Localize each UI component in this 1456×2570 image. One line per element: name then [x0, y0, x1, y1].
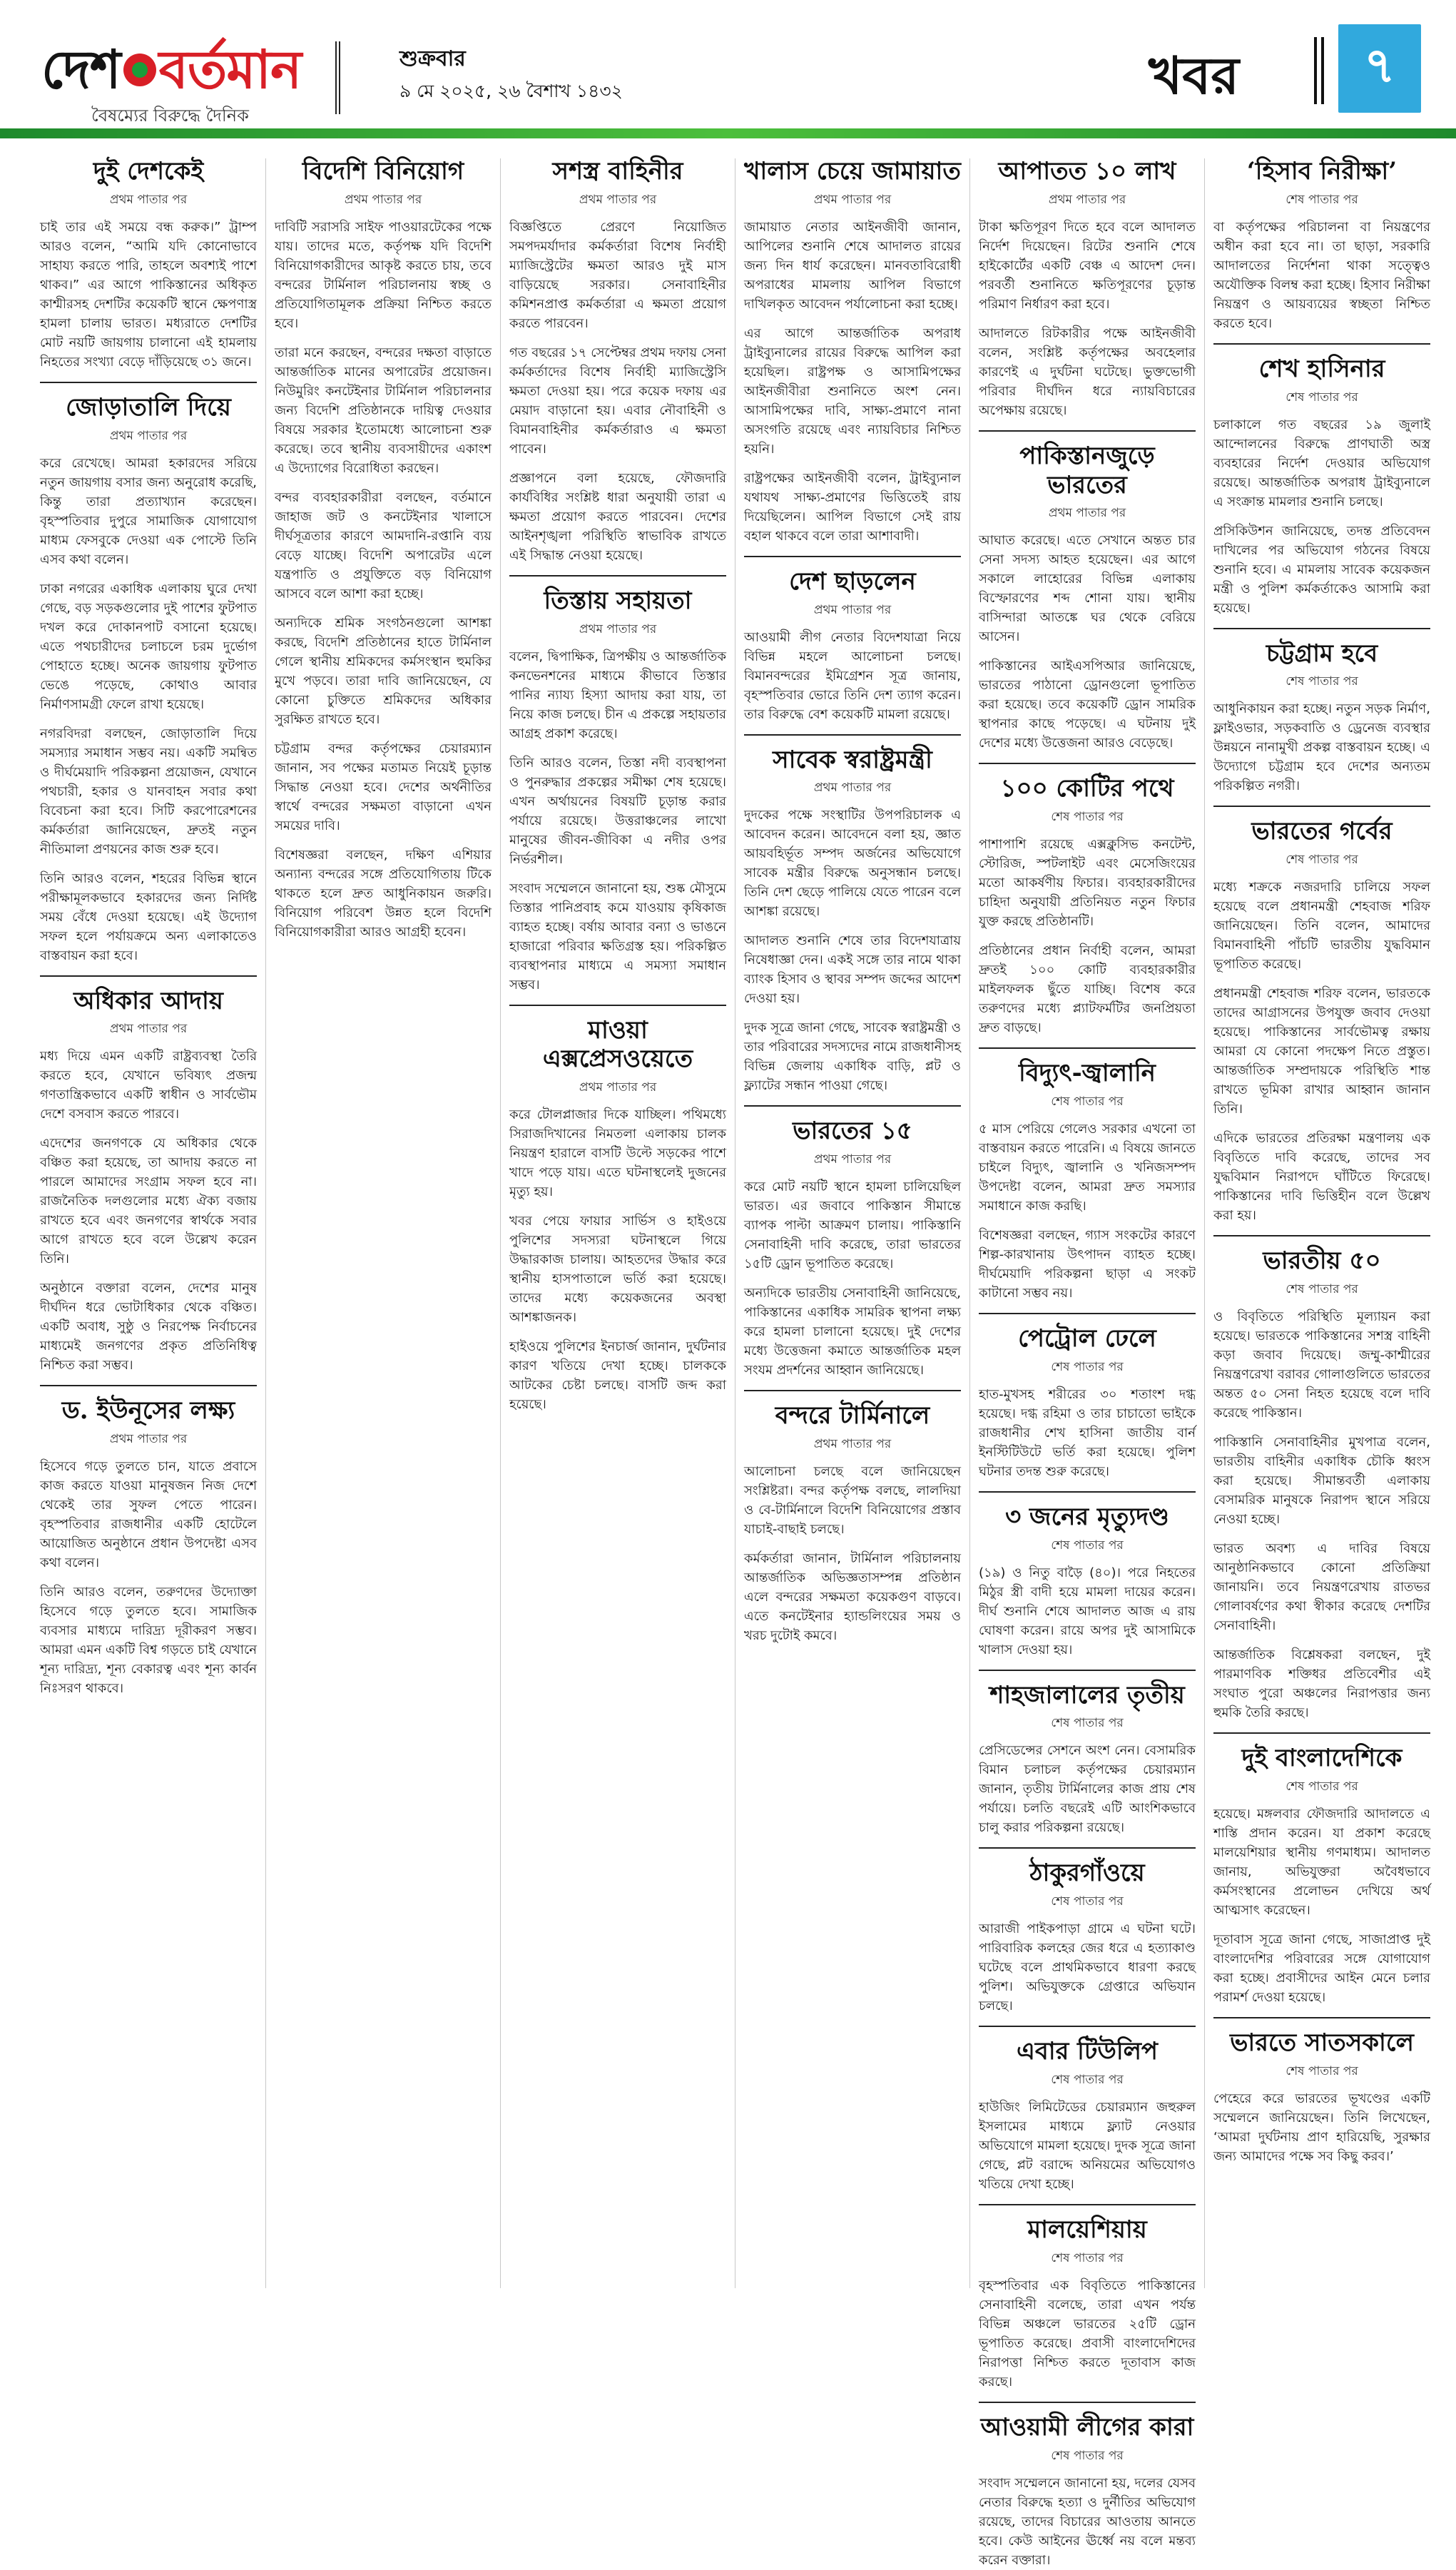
- article-paragraph: চট্টগ্রাম বন্দর কর্তৃপক্ষের চেয়ারম্যান জানান, সব পক্ষের মতামত নিয়েই চূড়ান্ত সিদ্ধান্ত নেওয়া হবে। দেশের অর্থনীতির স্বার্থে বন্দরের সক্ষমতা বাড়ানো এখন সময়ের দাবি।: [275, 741, 492, 833]
- continuation-tag: শেষ পাতার পর: [1286, 1281, 1358, 1296]
- article-headline[interactable]: মাওয়া এক্সপ্রেসওয়েতে: [542, 1015, 693, 1074]
- article-headline[interactable]: পেট্রোল ঢেলে: [1018, 1324, 1156, 1353]
- article[interactable]: [509, 157, 726, 565]
- article-headline[interactable]: পাকিস্তানজুড়ে ভারতের: [1019, 441, 1155, 499]
- article-paragraph: পেহেরে করে ভারতের ভূখণ্ডের একটি সম্মেলনে জানিয়েছেন। তিনি লিখেছেন, ‘আমরা দুর্ঘটনায় প্রাণ হারিয়েছি, সুরক্ষার জন্য আমাদের পক্ষে সব কিছু করব।’: [1213, 2091, 1430, 2164]
- continuation-tag: শেষ পাতার পর: [1286, 1779, 1358, 1794]
- article-paragraph: হয়েছে। মঙ্গলবার ফৌজদারি আদালতে এ শাস্তি প্রদান করেন। যা প্রকাশ করেছে মালয়েশিয়ার স্থানীয় গণমাধ্যম। আদালত জানায়, অভিযুক্তরা অবৈধভাবে কর্মসংস্থানের প্রলোভন দেখিয়ে অর্থ আত্মসাৎ করেছেন।: [1213, 1806, 1430, 1918]
- continuation-tag: প্রথম পাতার পর: [109, 1022, 188, 1037]
- column-1: [40, 156, 257, 2300]
- logo-circle-icon: [123, 54, 156, 86]
- article-divider: [509, 575, 726, 577]
- article-divider: [979, 2402, 1196, 2403]
- article[interactable]: [979, 2204, 1196, 2392]
- continuation-tag: শেষ পাতার পর: [1286, 192, 1358, 207]
- article-headline[interactable]: বন্দরে টার্মিনালে: [775, 1401, 930, 1431]
- article-paragraph: করে মোট নয়টি স্থানে হামলা চালিয়েছিল ভারত। এর জবাবে পাকিস্তান সীমান্তে ব্যাপক পাল্টা আক্রমণ চালায়। পাকিস্তানি সেনাবাহিনী দাবি করেছে, তারা ভারতের ১৫টি ড্রোন ভূপাতিত করেছে।: [744, 1179, 961, 1272]
- article-paragraph: অন্যদিকে ভারতীয় সেনাবাহিনী জানিয়েছে, পাকিস্তানের একাধিক সামরিক স্থাপনা লক্ষ্য করে হামলা চালানো হয়েছে। দুই দেশের মধ্যে উত্তেজনা কমাতে আন্তর্জাতিক মহল সংযম প্রদর্শনের আহ্বান জানিয়েছে।: [744, 1286, 961, 1378]
- article-headline[interactable]: অধিকার আদায়: [73, 986, 223, 1015]
- article[interactable]: [1213, 1235, 1430, 1722]
- article-divider: [979, 1670, 1196, 1671]
- article-headline[interactable]: আওয়ামী লীগের কারা: [980, 2412, 1194, 2442]
- article-divider: [40, 975, 257, 977]
- article-headline[interactable]: আপাতত ১০ লাখ: [998, 157, 1176, 186]
- article[interactable]: [744, 1105, 961, 1380]
- column-separator: [265, 158, 266, 2288]
- article-divider: [979, 1847, 1196, 1849]
- article-headline[interactable]: বিদ্যুৎ-জ্বালানি: [1019, 1059, 1156, 1088]
- article-divider: [744, 1105, 961, 1107]
- column-2: [275, 156, 492, 2300]
- article-headline[interactable]: ১০০ কোটির পথে: [1000, 774, 1174, 803]
- continuation-tag: শেষ পাতার পর: [1051, 1094, 1124, 1109]
- article-paragraph: ৫ মাস পেরিয়ে গেলেও সরকার এখনো তা বাস্তবায়ন করতে পারেনি। এ বিষয়ে জানতে চাইলে বিদ্যুৎ, জ্বালানি ও খনিজসম্পদ উপদেষ্টা বলেন, আমরা দ্রুত সমস্যার সমাধানে কাজ করছি।: [979, 1121, 1196, 1214]
- article-paragraph: বৃহস্পতিবার এক বিবৃতিতে পাকিস্তানের সেনাবাহিনী বলেছে, তারা এখন পর্যন্ত বিভিন্ন অঞ্চলে ভারতের ২৫টি ড্রোন ভূপাতিত করেছে। প্রবাসী বাংলাদেশিদের নিরাপত্তা নিশ্চিত করতে দূতাবাস কাজ করছে।: [979, 2277, 1196, 2389]
- continuation-tag: প্রথম পাতার পর: [109, 428, 188, 443]
- continuation-tag: প্রথম পাতার পর: [1048, 506, 1126, 521]
- article-headline[interactable]: দুই বাংলাদেশিকে: [1241, 1743, 1402, 1772]
- continuation-tag: প্রথম পাতার পর: [813, 1436, 892, 1451]
- column-separator: [1204, 158, 1205, 2288]
- article[interactable]: [979, 1847, 1196, 2016]
- article-headline[interactable]: সাবেক স্বরাষ্ট্রমন্ত্রী: [773, 745, 932, 774]
- continuation-tag: প্রথম পাতার পর: [109, 192, 188, 207]
- article[interactable]: [979, 2026, 1196, 2194]
- article[interactable]: [1213, 806, 1430, 1225]
- column-3: [509, 156, 726, 2300]
- article-headline[interactable]: ভারতের গর্বের: [1251, 817, 1393, 846]
- continuation-tag: শেষ পাতার পর: [1051, 1538, 1124, 1553]
- article[interactable]: [1213, 157, 1430, 333]
- article-paragraph: খবর পেয়ে ফায়ার সার্ভিস ও হাইওয়ে পুলিশের সদস্যরা ঘটনাস্থলে গিয়ে উদ্ধারকাজ চালায়। আহতদের উদ্ধার করে স্থানীয় হাসপাতালে ভর্তি করা হয়েছে। তাদের মধ্যে কয়েকজনের অবস্থা আশঙ্কাজনক।: [509, 1214, 726, 1326]
- article-divider: [40, 1385, 257, 1386]
- article-paragraph: চাই তার এই সময়ে বন্ধ করুক।” ট্রাম্প আরও বলেন, “আমি যদি কোনোভাবে সাহায্য করতে পারি, তাহলে অবশ্যই পাশে থাকব।” এর আগে পাকিস্তানের অধিকৃত কাশ্মীরসহ দেশটির কয়েকটি স্থানে ক্ষেপণাস্ত্র হামলা চালায় ভারত। মধ্যরাতে দেশটির মোট নয়টি জায়গায় চালানো এই হামলায় নিহতের সংখ্যা বেড়ে দাঁড়িয়েছে ৩১ জনে।: [40, 219, 257, 370]
- article[interactable]: [744, 157, 961, 546]
- article-paragraph: টাকা ক্ষতিপূরণ দিতে হবে বলে আদালত নির্দেশ দিয়েছেন। রিটের শুনানি শেষে হাইকোর্টের একটি বেঞ্চ এ আদেশ দেন। পরবর্তী শুনানিতে ক্ষতিপূরণের চূড়ান্ত পরিমাণ নির্ধারণ করা হবে।: [979, 219, 1196, 312]
- article-divider: [979, 2026, 1196, 2027]
- article-divider: [744, 734, 961, 736]
- article-headline[interactable]: এবার টিউলিপ: [1016, 2037, 1159, 2066]
- article-paragraph: আদালত শুনানি শেষে তার বিদেশযাত্রায় নিষেধাজ্ঞা দেন। একই সঙ্গে তার নামে থাকা ব্যাংক হিসাব ও স্থাবর সম্পদ জব্দের আদেশ দেওয়া হয়।: [744, 933, 961, 1007]
- article-paragraph: প্রতিষ্ঠানের প্রধান নির্বাহী বলেন, আমরা দ্রুতই ১০০ কোটি ব্যবহারকারীর মাইলফলক ছুঁতে যাচ্ছি। বিশেষ করে তরুণদের মধ্যে প্ল্যাটফর্মটির জনপ্রিয়তা দ্রুত বাড়ছে।: [979, 943, 1196, 1036]
- continuation-tag: শেষ পাতার পর: [1286, 853, 1358, 868]
- article-paragraph: কর্মকর্তারা জানান, টার্মিনাল পরিচালনায় আন্তর্জাতিক অভিজ্ঞতাসম্পন্ন প্রতিষ্ঠান এলে বন্দরের সক্ষমতা কয়েকগুণ বাড়বে। এতে কনটেইনার হ্যান্ডলিংয়ের সময় ও খরচ দুটোই কমবে।: [744, 1550, 961, 1643]
- article[interactable]: [40, 1385, 257, 1698]
- continuation-tag: প্রথম পাতার পর: [579, 621, 657, 636]
- article[interactable]: [979, 157, 1196, 420]
- article-divider: [40, 382, 257, 383]
- article[interactable]: [40, 975, 257, 1376]
- article-divider: [1213, 2017, 1430, 2018]
- article-paragraph: প্রসিকিউশন জানিয়েছে, তদন্ত প্রতিবেদন দাখিলের পর অভিযোগ গঠনের বিষয়ে শুনানি হবে। এ মামলায় সাবেক কয়েকজন মন্ত্রী ও পুলিশ কর্মকর্তাকেও আসামি করা হয়েছে।: [1213, 523, 1430, 616]
- article-paragraph: পাকিস্তানের আইএসপিআর জানিয়েছে, ভারতের পাঠানো ড্রোনগুলো ভূপাতিত করা হয়েছে। তবে কয়েকটি ড্রোন সামরিক স্থাপনার কাছে পড়েছে। এ ঘটনায় দুই দেশের মধ্যে উত্তেজনা আরও বেড়েছে।: [979, 659, 1196, 751]
- article-paragraph: ঢাকা নগরের একাধিক এলাকায় ঘুরে দেখা গেছে, বড় সড়কগুলোর দুই পাশের ফুটপাত দখল করে দোকানপাট বসানো হয়েছে। এতে পথচারীদের চলাচলে চরম দুর্ভোগ পোহাতে হচ্ছে। অনেক জায়গায় ফুটপাত ভেঙে পড়েছে, কোথাও আবার নির্মাণসামগ্রী ফেলে রাখা হয়েছে।: [40, 581, 257, 712]
- article[interactable]: [979, 1047, 1196, 1303]
- article-paragraph: বিশেষজ্ঞরা বলছেন, দক্ষিণ এশিয়ার অন্যান্য বন্দরের সঙ্গে প্রতিযোগিতায় টিকে থাকতে হলে দ্রুত আধুনিকায়ন জরুরি। বিনিয়োগ পরিবেশ উন্নত হলে বিদেশি বিনিয়োগকারীরা আরও আগ্রহী হবেন।: [275, 847, 492, 940]
- article-paragraph: দুদক সূত্রে জানা গেছে, সাবেক স্বরাষ্ট্রমন্ত্রী ও তার পরিবারের সদস্যদের নামে রাজধানীসহ বিভিন্ন জেলায় একাধিক বাড়ি, প্লট ও ফ্ল্যাটের সন্ধান পাওয়া গেছে।: [744, 1020, 961, 1094]
- article-headline[interactable]: ভারতে সাতসকালে: [1230, 2028, 1414, 2057]
- continuation-tag: শেষ পাতার পর: [1051, 1716, 1124, 1731]
- continuation-tag: প্রথম পাতার পর: [579, 1080, 657, 1095]
- article-headline[interactable]: সশস্ত্র বাহিনীর: [552, 157, 683, 186]
- article-headline[interactable]: ভারতের ১৫: [793, 1117, 912, 1146]
- article-paragraph: পাকিস্তানি সেনাবাহিনীর মুখপাত্র বলেন, ভারতীয় বাহিনীর একাধিক চৌকি ধ্বংস করা হয়েছে। সীমান্তবর্তী এলাকায় বেসামরিক মানুষকে নিরাপদ স্থানে সরিয়ে নেওয়া হচ্ছে।: [1213, 1434, 1430, 1527]
- logo-left-text: দেশ: [41, 39, 121, 101]
- continuation-tag: শেষ পাতার পর: [1051, 2072, 1124, 2087]
- article-paragraph: ও বিবৃতিতে পরিস্থিতি মূল্যায়ন করা হয়েছে। ভারতকে পাকিস্তানের সশস্ত্র বাহিনী কড়া জবাব দিয়েছে। জম্মু-কাশ্মীরের নিয়ন্ত্রণরেখা বরাবর গোলাগুলিতে ভারতের অন্তত ৫০ সেনা নিহত হয়েছে বলে দাবি করেছে পাকিস্তান।: [1213, 1309, 1430, 1421]
- article[interactable]: [979, 1670, 1196, 1838]
- continuation-tag: প্রথম পাতার পর: [813, 781, 892, 796]
- article-paragraph: অন্যদিকে শ্রমিক সংগঠনগুলো আশঙ্কা করছে, বিদেশি প্রতিষ্ঠানের হাতে টার্মিনাল গেলে স্থানীয় শ্রমিকদের কর্মসংস্থান হুমকির মুখে পড়বে। তারা দাবি জানিয়েছেন, যে কোনো চুক্তিতে শ্রমিকদের অধিকার সুরক্ষিত রাখতে হবে।: [275, 615, 492, 727]
- article[interactable]: [275, 157, 492, 942]
- article[interactable]: [744, 1390, 961, 1645]
- continuation-tag: শেষ পাতার পর: [1051, 810, 1124, 825]
- logo-tagline: বৈষম্যের বিরুদ্ধে দৈনিক: [91, 106, 249, 126]
- article-headline[interactable]: ৩ জনের মৃত্যুদণ্ড: [1005, 1502, 1169, 1531]
- article-divider: [744, 1390, 961, 1391]
- article-paragraph: (১৯) ও নিতু বাড়ৈ (৪০)। পরে নিহতের মিঠুর স্ত্রী বাদী হয়ে মামলা দায়ের করেন। দীর্ঘ শুনানি শেষে আদালত আজ এ রায় ঘোষণা করেন। রায়ে অপর দুই আসামিকে খালাস দেওয়া হয়।: [979, 1565, 1196, 1657]
- article-paragraph: আদালতে রিটকারীর পক্ষে আইনজীবী বলেন, সংশ্লিষ্ট কর্তৃপক্ষের অবহেলার কারণেই এ দুর্ঘটনা ঘটেছে। ভুক্তভোগী পরিবার দীর্ঘদিন ধরে ন্যায়বিচারের অপেক্ষায় রয়েছে।: [979, 325, 1196, 418]
- article-paragraph: সংবাদ সম্মেলনে জানানো হয়, দলের যেসব নেতার বিরুদ্ধে হত্যা ও দুর্নীতির অভিযোগ রয়েছে, তাদের বিচারের আওতায় আনতে হবে। কেউ আইনের ঊর্ধ্বে নয় বলে মন্তব্য করেন বক্তারা।: [979, 2475, 1196, 2568]
- article-headline[interactable]: ভারতীয় ৫০: [1263, 1246, 1381, 1276]
- article-paragraph: বলেন, দ্বিপাক্ষিক, ত্রিপক্ষীয় ও আন্তর্জাতিক কনভেনশনের মাধ্যমে কীভাবে তিস্তার পানির ন্যায্য হিস্যা আদায় করা যায়, তা নিয়ে কাজ চলছে। চীন এ প্রকল্পে সহায়তার আগ্রহ প্রকাশ করেছে।: [509, 649, 726, 741]
- article[interactable]: [1213, 628, 1430, 796]
- article[interactable]: [979, 1313, 1196, 1481]
- article-paragraph: নগরবিদরা বলছেন, জোড়াতালি দিয়ে সমস্যার সমাধান সম্ভব নয়। একটি সমন্বিত ও দীর্ঘমেয়াদি পরিকল্পনা প্রয়োজন, যেখানে পথচারী, হকার ও যানবাহন সবার কথা বিবেচনা করা হবে। সিটি করপোরেশনের কর্মকর্তারা জানিয়েছেন, দ্রুতই নতুন নীতিমালা প্রণয়নের কাজ শুরু হবে।: [40, 726, 257, 857]
- article-headline[interactable]: শাহজালালের তৃতীয়: [989, 1680, 1185, 1710]
- article-paragraph: তিনি আরও বলেন, শহরের বিভিন্ন স্থানে পরীক্ষামূলকভাবে হকারদের জন্য নির্দিষ্ট সময় বেঁধে দেওয়া হয়েছে। এই উদ্যোগ সফল হলে পর্যায়ক্রমে অন্য এলাকাতেও বাস্তবায়ন করা হবে।: [40, 870, 257, 963]
- continuation-tag: প্রথম পাতার পর: [344, 192, 422, 207]
- article-headline[interactable]: জোড়াতালি দিয়ে: [66, 392, 231, 422]
- article-paragraph: আলোচনা চলছে বলে জানিয়েছেন সংশ্লিষ্টরা। বন্দর কর্তৃপক্ষ বলছে, লালদিয়া ও বে-টার্মিনালে বিদেশি বিনিয়োগের প্রস্তাব যাচাই-বাছাই চলছে।: [744, 1463, 961, 1537]
- logo-right-text: বর্তমান: [158, 39, 302, 101]
- continuation-tag: শেষ পাতার পর: [1051, 1894, 1124, 1909]
- article-headline[interactable]: বিদেশি বিনিয়োগ: [302, 157, 464, 186]
- continuation-tag: শেষ পাতার পর: [1286, 390, 1358, 405]
- article-paragraph: তিনি আরও বলেন, তিস্তা নদী ব্যবস্থাপনা ও পুনরুদ্ধার প্রকল্পের সমীক্ষা শেষ হয়েছে। এখন অর্থায়নের বিষয়টি চূড়ান্ত করার পর্যায়ে রয়েছে। উত্তরাঞ্চলের লাখো মানুষের জীবন-জীবিকা এ নদীর ওপর নির্ভরশীল।: [509, 755, 726, 867]
- article-headline[interactable]: ‘হিসাব নিরীক্ষা’: [1246, 157, 1398, 186]
- article-divider: [979, 2204, 1196, 2205]
- article-paragraph: তারা মনে করছেন, বন্দরের দক্ষতা বাড়াতে আন্তর্জাতিক মানের অপারেটর প্রয়োজন। নিউমুরিং কনটেইনার টার্মিনাল পরিচালনার জন্য বিদেশি প্রতিষ্ঠানকে দায়িত্ব দেওয়ার বিষয়ে সরকার ইতোমধ্যে আলোচনা শুরু করেছে। তবে স্থানীয় ব্যবসায়ীদের একাংশ এ উদ্যোগের বিরোধিতা করছেন।: [275, 345, 492, 476]
- column-separator: [500, 158, 501, 2288]
- article-headline[interactable]: মালয়েশিয়ায়: [1027, 2215, 1147, 2244]
- article-paragraph: এদেশের জনগণকে যে অধিকার থেকে বঞ্চিত করা হয়েছে, তা আদায় করতে না পারলে আমাদের সংগ্রাম সফল হবে না। রাজনৈতিক দলগুলোর মধ্যে ঐক্য বজায় রাখতে হবে এবং জনগণের স্বার্থকে সবার আগে রাখতে হবে বলে উল্লেখ করেন তিনি।: [40, 1136, 257, 1267]
- article-paragraph: হিসেবে গড়ে তুলতে চান, যাতে প্রবাসে কাজ করতে যাওয়া মানুষজন নিজ দেশে থেকেই তার সুফল পেতে পারেন। বৃহস্পতিবার রাজধানীর একটি হোটেলে আয়োজিত অনুষ্ঠানে প্রধান উপদেষ্টা এসব কথা বলেন।: [40, 1459, 257, 1571]
- article-headline[interactable]: ড. ইউনূসের লক্ষ্য: [61, 1396, 235, 1426]
- article-paragraph: গত বছরের ১৭ সেপ্টেম্বর প্রথম দফায় সেনা কর্মকর্তাদের বিশেষ নির্বাহী ম্যাজিস্ট্রেসি ক্ষমতা দেওয়া হয়। পরে কয়েক দফায় এর মেয়াদ বাড়ানো হয়। এবার নৌবাহিনী ও বিমানবাহিনীর কর্মকর্তারাও এ ক্ষমতা পাবেন।: [509, 345, 726, 457]
- article-divider: [979, 1491, 1196, 1493]
- article-paragraph: সংবাদ সম্মেলনে জানানো হয়, শুষ্ক মৌসুমে তিস্তার পানিপ্রবাহ কমে যাওয়ায় কৃষিকাজ ব্যাহত হচ্ছে। বর্ষায় আবার বন্যা ও ভাঙনে হাজারো পরিবার ক্ষতিগ্রস্ত হয়। পরিকল্পিত ব্যবস্থাপনার মাধ্যমে এ সমস্যা সমাধান সম্ভব।: [509, 880, 726, 992]
- header-rule: [0, 128, 1456, 138]
- article-paragraph: দুদকের পক্ষে সংস্থাটির উপপরিচালক এ আবেদন করেন। আবেদনে বলা হয়, জ্ঞাত আয়বহির্ভূত সম্পদ অর্জনের অভিযোগে সাবেক মন্ত্রীর বিরুদ্ধে অনুসন্ধান চলছে। তিনি দেশ ছেড়ে পালিয়ে যেতে পারেন বলে আশঙ্কা রয়েছে।: [744, 808, 961, 920]
- article-divider: [979, 763, 1196, 764]
- column-5: [979, 156, 1196, 2568]
- article-paragraph: প্রেসিডেন্সের সেশনে অংশ নেন। বেসামরিক বিমান চলাচল কর্তৃপক্ষের চেয়ারম্যান জানান, তৃতীয় টার্মিনালের কাজ প্রায় শেষ পর্যায়ে। চলতি বছরেই এটি আংশিকভাবে চালু করার পরিকল্পনা রয়েছে।: [979, 1743, 1196, 1836]
- continuation-tag: প্রথম পাতার পর: [579, 192, 657, 207]
- section-divider: [1314, 37, 1325, 104]
- continuation-tag: প্রথম পাতার পর: [813, 1152, 892, 1167]
- article-paragraph: বন্দর ব্যবহারকারীরা বলছেন, বর্তমানে জাহাজ জট ও কনটেইনার খালাসে দীর্ঘসূত্রতার কারণে আমদানি-রপ্তানি ব্যয় বেড়ে যাচ্ছে। বিদেশি অপারেটর এলে যন্ত্রপাতি ও প্রযুক্তিতে বড় বিনিয়োগ আসবে বলে আশা করা হচ্ছে।: [275, 489, 492, 601]
- article-divider: [979, 1313, 1196, 1314]
- article[interactable]: [40, 157, 257, 372]
- continuation-tag: শেষ পাতার পর: [1286, 674, 1358, 689]
- article-paragraph: প্রজ্ঞাপনে বলা হয়েছে, ফৌজদারি কার্যবিধির সংশ্লিষ্ট ধারা অনুযায়ী তারা এ ক্ষমতা প্রয়োগ করতে পারবেন। দেশের আইনশৃঙ্খলা পরিস্থিতি স্বাভাবিক রাখতে এই সিদ্ধান্ত নেওয়া হয়েছে।: [509, 470, 726, 563]
- article-paragraph: এর আগে আন্তর্জাতিক অপরাধ ট্রাইব্যুনালের রায়ের বিরুদ্ধে আপিল করা হয়েছিল। রাষ্ট্রপক্ষ ও আসামিপক্ষের আইনজীবীরা শুনানিতে অংশ নেন। আসামিপক্ষের দাবি, সাক্ষ্য-প্রমাণে নানা অসংগতি রয়েছে এবং ন্যায়বিচার নিশ্চিত হয়নি।: [744, 325, 961, 457]
- article-headline[interactable]: দুই দেশকেই: [93, 157, 204, 186]
- article-divider: [1213, 806, 1430, 807]
- article-paragraph: জামায়াত নেতার আইনজীবী জানান, আপিলের শুনানি শেষে আদালত রায়ের জন্য দিন ধার্য করেছেন। মানবতাবিরোধী অপরাধের মামলায় আপিল বিভাগে দাখিলকৃত আবেদন পর্যালোচনা করা হচ্ছে।: [744, 219, 961, 312]
- article-divider: [1213, 628, 1430, 629]
- article-headline[interactable]: খালাস চেয়ে জামায়াত: [744, 157, 961, 186]
- article-paragraph: এদিকে ভারতের প্রতিরক্ষা মন্ত্রণালয় এক বিবৃতিতে দাবি করেছে, তাদের সব যুদ্ধবিমান নিরাপদে ঘাঁটিতে ফিরেছে। পাকিস্তানের দাবি ভিত্তিহীন বলে উল্লেখ করা হয়।: [1213, 1131, 1430, 1224]
- article-paragraph: দূতাবাস সূত্রে জানা গেছে, সাজাপ্রাপ্ত দুই বাংলাদেশির পরিবারের সঙ্গে যোগাযোগ করা হচ্ছে। প্রবাসীদের আইন মেনে চলার পরামর্শ দেওয়া হয়েছে।: [1213, 1931, 1430, 2005]
- continuation-tag: প্রথম পাতার পর: [109, 1432, 188, 1447]
- article-divider: [1213, 343, 1430, 345]
- article-paragraph: আরাজী পাইকপাড়া গ্রামে এ ঘটনা ঘটে। পারিবারিক কলহের জের ধরে এ হত্যাকাণ্ড ঘটেছে বলে প্রাথমিকভাবে ধারণা করছে পুলিশ। অভিযুক্তকে গ্রেপ্তারে অভিযান চলছে।: [979, 1921, 1196, 2014]
- article-paragraph: তিনি আরও বলেন, তরুণদের উদ্যোক্তা হিসেবে গড়ে তুলতে হবে। সামাজিক ব্যবসার মাধ্যমে দারিদ্র্য দূরীকরণ সম্ভব। আমরা এমন একটি বিশ্ব গড়তে চাই যেখানে শূন্য দারিদ্র্য, শূন্য বেকারত্ব এবং শূন্য কার্বন নিঃসরণ থাকবে।: [40, 1585, 257, 1697]
- article[interactable]: [1213, 2017, 1430, 2166]
- article-paragraph: মধ্যে শক্রকে নজরদারি চালিয়ে সফল হয়েছে বলে প্রধানমন্ত্রী শেহবাজ শরিফ জানিয়েছেন। তিনি বলেন, আমাদের বিমানবাহিনী পাঁচটি ভারতীয় যুদ্ধবিমান ভূপাতিত করেছে।: [1213, 880, 1430, 972]
- article-paragraph: আধুনিকায়ন করা হচ্ছে। নতুন সড়ক নির্মাণ, ফ্লাইওভার, সড়কবাতি ও ড্রেনেজ ব্যবস্থার উন্নয়নে নানামুখী প্রকল্প বাস্তবায়ন হচ্ছে। এ উদ্যোগে চট্টগ্রাম হবে দেশের অন্যতম পরিকল্পিত নগরী।: [1213, 701, 1430, 794]
- continuation-tag: শেষ পাতার পর: [1286, 2063, 1358, 2078]
- article-paragraph: প্রধানমন্ত্রী শেহবাজ শরিফ বলেন, ভারতকে তাদের আগ্রাসনের উপযুক্ত জবাব দেওয়া হয়েছে। পাকিস্তানের সার্বভৌমত্ব রক্ষায় আমরা যে কোনো পদক্ষেপ নিতে প্রস্তুত। আন্তর্জাতিক সম্প্রদায়কে পরিস্থিতি শান্ত রাখতে ভূমিকা রাখার আহ্বান জানান তিনি।: [1213, 986, 1430, 1117]
- masthead-divider: [335, 41, 339, 114]
- article-paragraph: বা কর্তৃপক্ষের পরিচালনা বা নিয়ন্ত্রণের অধীন করা হবে না। তা ছাড়া, সরকারি আদালতের নির্দেশনা থাকা সত্ত্বেও অযৌক্তিক বিলম্ব করা হচ্ছে। হিসাব নিরীক্ষা নিয়ন্ত্রণ ও আয়ব্যয়ের স্বচ্ছতা নিশ্চিত করতে হবে।: [1213, 219, 1430, 331]
- article-paragraph: পাশাপাশি রয়েছে এক্সক্লুসিভ কনটেন্ট, স্টোরিজ, স্পটলাইট এবং মেসেজিংয়ের মতো আকর্ষণীয় ফিচার। ব্যবহারকারীদের চাহিদা অনুযায়ী প্রতিনিয়ত নতুন ফিচার যুক্ত করছে প্রতিষ্ঠানটি।: [979, 837, 1196, 930]
- article-paragraph: আঘাত করেছে। এতে সেখানে অন্তত চার সেনা সদস্য আহত হয়েছেন। এর আগে সকালে লাহোরের বিভিন্ন এলাকায় বিস্ফোরণের শব্দ শোনা যায়। স্থানীয় বাসিন্দারা আতঙ্কে ঘর থেকে বেরিয়ে আসেন।: [979, 533, 1196, 645]
- article-paragraph: করে টোলপ্লাজার দিকে যাচ্ছিল। পথিমধ্যে সিরাজদিখানের নিমতলা এলাকায় চালক নিয়ন্ত্রণ হারালে বাসটি উল্টে সড়কের পাশে খাদে পড়ে যায়। এতে ঘটনাস্থলেই দুজনের মৃত্যু হয়।: [509, 1107, 726, 1200]
- article-headline[interactable]: দেশ ছাড়লেন: [789, 567, 916, 596]
- article-headline[interactable]: চট্টগ্রাম হবে: [1266, 639, 1378, 668]
- article[interactable]: [509, 1005, 726, 1415]
- continuation-tag: প্রথম পাতার পর: [813, 602, 892, 617]
- page-number-badge: ৭: [1338, 24, 1421, 113]
- article-paragraph: বিজ্ঞপ্তিতে প্রেরণে নিয়োজিত সমপদমর্যাদার কর্মকর্তারা বিশেষ নির্বাহী ম্যাজিস্ট্রেটের ক্ষমতা আরও দুই মাস বাড়িয়েছে সরকার। সেনাবাহিনীর কমিশনপ্রাপ্ত কর্মকর্তারা এ ক্ষমতা প্রয়োগ করতে পারবেন।: [509, 219, 726, 331]
- article-divider: [1213, 1732, 1430, 1734]
- article[interactable]: [40, 382, 257, 965]
- article-divider: [1213, 1235, 1430, 1236]
- continuation-tag: শেষ পাতার পর: [1051, 2448, 1124, 2463]
- article-paragraph: আওয়ামী লীগ নেতার বিদেশযাত্রা নিয়ে বিভিন্ন মহলে আলোচনা চলছে। বিমানবন্দরের ইমিগ্রেশন সূত্র জানায়, বৃহস্পতিবার ভোরে তিনি দেশ ত্যাগ করেন। তার বিরুদ্ধে বেশ কয়েকটি মামলা রয়েছে।: [744, 629, 961, 722]
- article[interactable]: [979, 430, 1196, 753]
- article-paragraph: রাষ্ট্রপক্ষের আইনজীবী বলেন, ট্রাইব্যুনাল যথাযথ সাক্ষ্য-প্রমাণের ভিত্তিতেই রায় দিয়েছিলেন। আপিল বিভাগে সেই রায় বহাল থাকবে বলে তারা আশাবাদী।: [744, 470, 961, 544]
- article-paragraph: ভারত অবশ্য এ দাবির বিষয়ে আনুষ্ঠানিকভাবে কোনো প্রতিক্রিয়া জানায়নি। তবে নিয়ন্ত্রণরেখায় রাতভর গোলাবর্ষণের কথা স্বীকার করেছে দেশটির সেনাবাহিনী।: [1213, 1540, 1430, 1633]
- continuation-tag: শেষ পাতার পর: [1051, 1359, 1124, 1374]
- article[interactable]: [744, 734, 961, 1096]
- article-paragraph: হাত-মুখসহ শরীরের ৩০ শতাংশ দগ্ধ হয়েছে। দগ্ধ রহিমা ও তার চাচাতো ভাইকে রাজধানীর শেখ হাসিনা জাতীয় বার্ন ইনস্টিটিউটে ভর্তি করা হয়েছে। পুলিশ ঘটনার তদন্ত শুরু করেছে।: [979, 1386, 1196, 1479]
- article-paragraph: হাইওয়ে পুলিশের ইনচার্জ জানান, দুর্ঘটনার কারণ খতিয়ে দেখা হচ্ছে। চালককে আটকের চেষ্টা চলছে। বাসটি জব্দ করা হয়েছে।: [509, 1339, 726, 1413]
- masthead: [0, 0, 1456, 146]
- article-paragraph: অনুষ্ঠানে বক্তারা বলেন, দেশের মানুষ দীর্ঘদিন ধরে ভোটাধিকার থেকে বঞ্চিত। একটি অবাধ, সুষ্ঠু ও নিরপেক্ষ নির্বাচনের মাধ্যমেই জনগণের প্রকৃত প্রতিনিধিত্ব নিশ্চিত করা সম্ভব।: [40, 1281, 257, 1373]
- article-headline[interactable]: তিস্তায় সহায়তা: [544, 586, 692, 615]
- continuation-tag: প্রথম পাতার পর: [813, 192, 892, 207]
- article-paragraph: করে রেখেছে। আমরা হকারদের সরিয়ে নতুন জায়গায় বসার জন্য অনুরোধ করেছি, কিন্তু তারা প্রত্যাখ্যান করেছেন। বৃহস্পতিবার দুপুরে সামাজিক যোগাযোগ মাধ্যম ফেসবুকে দেওয়া এক পোস্টে তিনি এসব কথা বলেন।: [40, 455, 257, 567]
- article-paragraph: বিশেষজ্ঞরা বলছেন, গ্যাস সংকটের কারণে শিল্প-কারখানায় উৎপাদন ব্যাহত হচ্ছে। দীর্ঘমেয়াদি পরিকল্পনা ছাড়া এ সংকট কাটানো সম্ভব নয়।: [979, 1227, 1196, 1301]
- article-paragraph: আন্তর্জাতিক বিশ্লেষকরা বলছেন, দুই পারমাণবিক শক্তিধর প্রতিবেশীর এই সংঘাত পুরো অঞ্চলের নিরাপত্তার জন্য হুমকি তৈরি করছে।: [1213, 1647, 1430, 1720]
- article-divider: [509, 1005, 726, 1006]
- article-headline[interactable]: ঠাকুরগাঁওয়ে: [1029, 1859, 1145, 1888]
- column-separator: [969, 158, 970, 2288]
- article[interactable]: [744, 556, 961, 724]
- article[interactable]: [1213, 343, 1430, 618]
- article[interactable]: [979, 1491, 1196, 1660]
- article[interactable]: [979, 763, 1196, 1037]
- continuation-tag: প্রথম পাতার পর: [1048, 192, 1126, 207]
- article[interactable]: [979, 2402, 1196, 2570]
- issue-date: ৯ মে ২০২৫, ২৬ বৈশাখ ১৪৩২: [399, 81, 623, 101]
- article-paragraph: দাবিটি সরাসরি সাইফ পাওয়ারটেকের পক্ষে যায়। তাদের মতে, কর্তৃপক্ষ যদি বিদেশি বিনিয়োগকারীদের আকৃষ্ট করতে চায়, তবে বন্দরের টার্মিনাল পরিচালনায় স্বচ্ছ ও প্রতিযোগিতামূলক প্রক্রিয়া নিশ্চিত করতে হবে।: [275, 219, 492, 331]
- section-title: খবর: [1149, 45, 1239, 106]
- article-divider: [979, 430, 1196, 432]
- article-divider: [979, 1047, 1196, 1049]
- column-4: [744, 156, 961, 2300]
- article-divider: [744, 556, 961, 557]
- article[interactable]: [1213, 1732, 1430, 2007]
- article-paragraph: চলাকালে গত বছরের ১৯ জুলাই আন্দোলনের বিরুদ্ধে প্রাণঘাতী অস্ত্র ব্যবহারের নির্দেশ দেওয়ার অভিযোগ রয়েছে। আন্তর্জাতিক অপরাধ ট্রাইব্যুনালে এ সংক্রান্ত মামলার শুনানি চলছে।: [1213, 417, 1430, 509]
- continuation-tag: শেষ পাতার পর: [1051, 2250, 1124, 2265]
- article[interactable]: [509, 575, 726, 995]
- article-headline[interactable]: শেখ হাসিনার: [1258, 354, 1385, 383]
- newspaper-logo[interactable]: [41, 30, 334, 126]
- article-paragraph: হাউজিং লিমিটেডের চেয়ারম্যান জহুরুল ইসলামের মাধ্যমে ফ্ল্যাট নেওয়ার অভিযোগে মামলা হয়েছে। দুদক সূত্রে জানা গেছে, প্লট বরাদ্দে অনিয়মের অভিযোগও খতিয়ে দেখা হচ্ছে।: [979, 2099, 1196, 2192]
- issue-day: শুক্রবার: [399, 46, 466, 71]
- article-paragraph: মধ্য দিয়ে এমন একটি রাষ্ট্রব্যবস্থা তৈরি করতে হবে, যেখানে ভবিষ্যৎ প্রজন্ম গণতান্ত্রিকভাবে একটি স্বাধীন ও সার্বভৌম দেশে বসবাস করতে পারবে।: [40, 1049, 257, 1122]
- column-6: [1213, 156, 1430, 2300]
